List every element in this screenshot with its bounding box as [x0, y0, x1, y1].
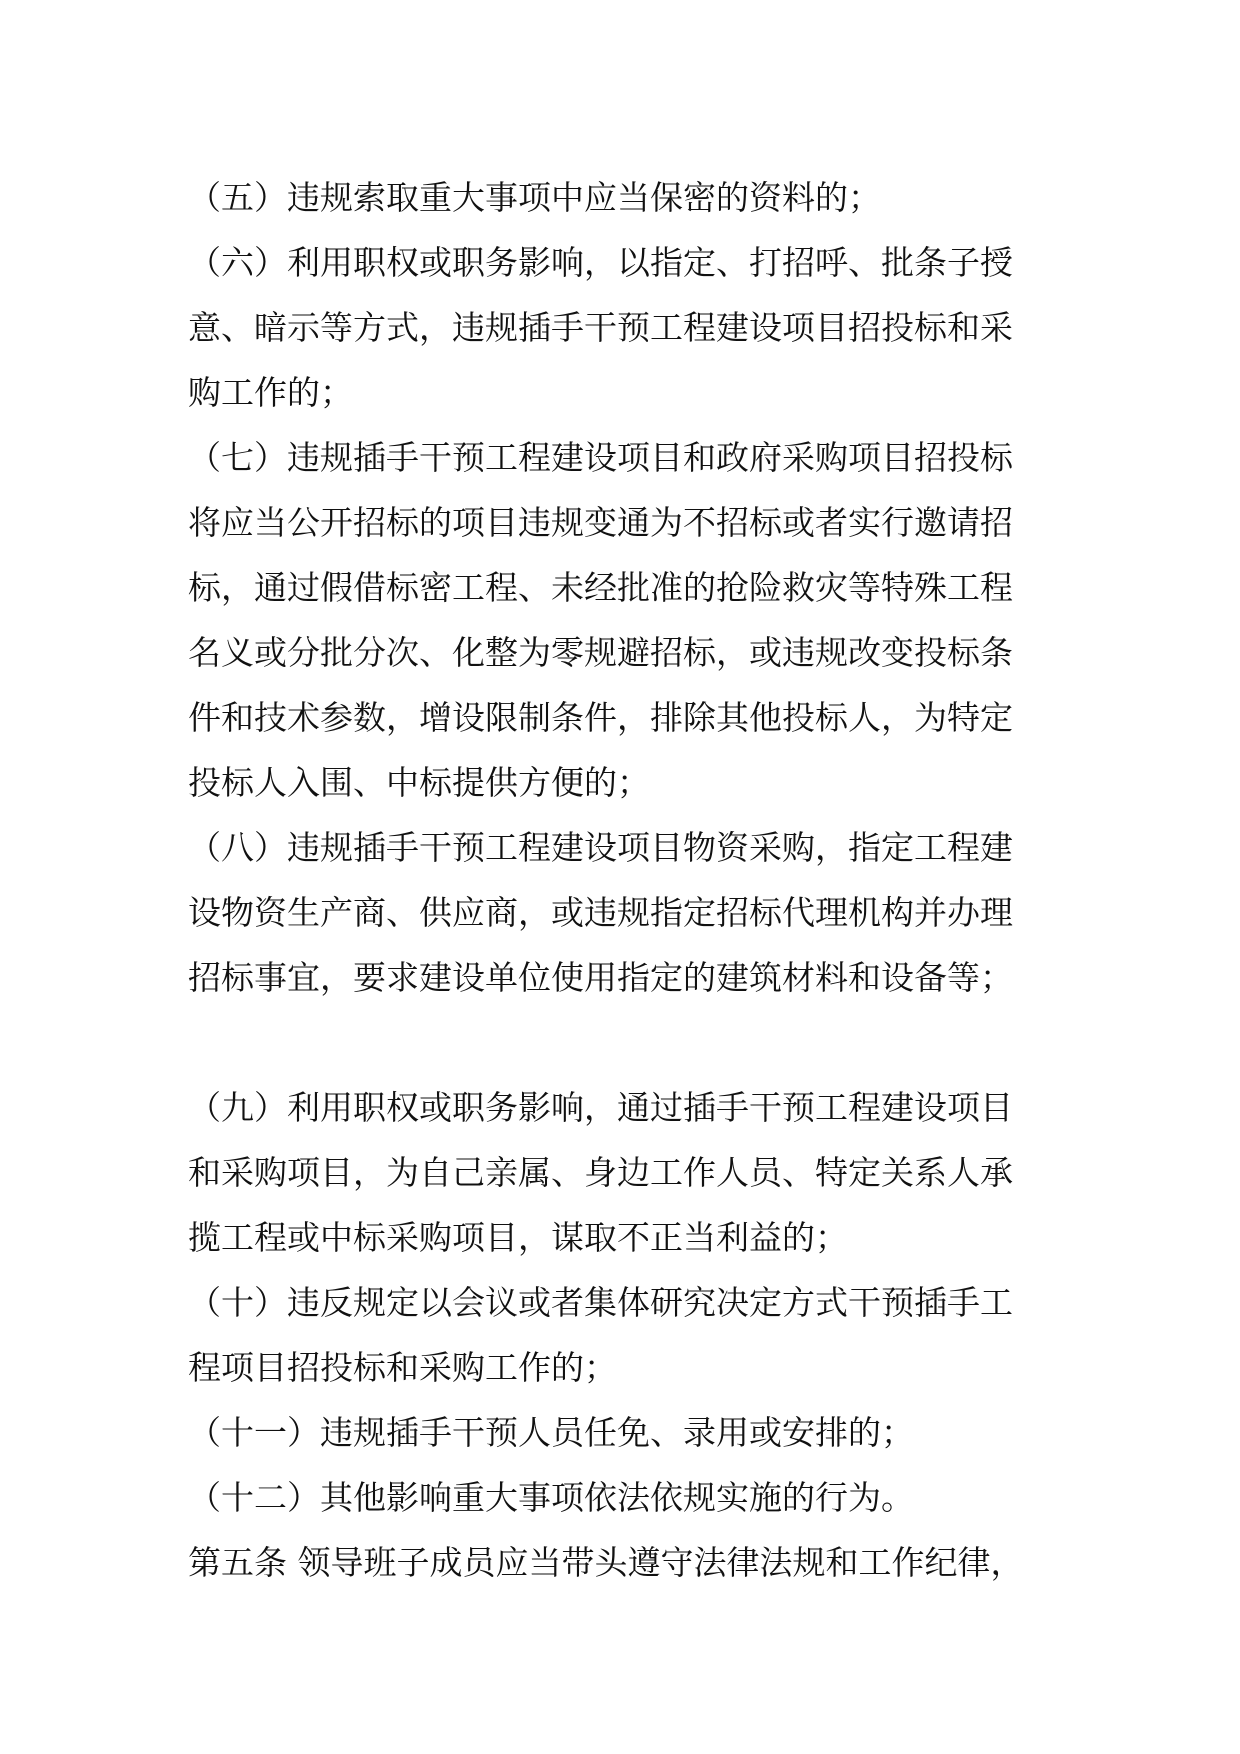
text-line: （五）违规索取重大事项中应当保密的资料的；	[188, 178, 881, 217]
text-line: 将应当公开招标的项目违规变通为不招标或者实行邀请招	[188, 503, 1013, 542]
paragraph-gap	[188, 1010, 1068, 1075]
text-line: （九）利用职权或职务影响，通过插手干预工程建设项目	[188, 1088, 1013, 1127]
text-line: 和采购项目，为自己亲属、身边工作人员、特定关系人承	[188, 1153, 1013, 1192]
text-line: （八）违规插手干预工程建设项目物资采购，指定工程建	[188, 828, 1013, 867]
text-line: 件和技术参数，增设限制条件，排除其他投标人，为特定	[188, 698, 1013, 737]
text-line: 程项目招投标和采购工作的；	[188, 1348, 617, 1387]
text-line: （十）违反规定以会议或者集体研究决定方式干预插手工	[188, 1283, 1013, 1322]
text-line: 名义或分批分次、化整为零规避招标，或违规改变投标条	[188, 633, 1013, 672]
document-body	[188, 165, 1068, 1595]
text-line: 设物资生产商、供应商，或违规指定招标代理机构并办理	[188, 893, 1013, 932]
text-line: 投标人入围、中标提供方便的；	[188, 763, 650, 802]
text-line: （六）利用职权或职务影响，以指定、打招呼、批条子授	[188, 243, 1013, 282]
text-line: （十一）违规插手干预人员任免、录用或安排的；	[188, 1413, 914, 1452]
text-line: 招标事宜，要求建设单位使用指定的建筑材料和设备等；	[188, 958, 1013, 997]
text-line: 标，通过假借标密工程、未经批准的抢险救灾等特殊工程	[188, 568, 1013, 607]
text-line: （十二）其他影响重大事项依法依规实施的行为。	[188, 1478, 914, 1517]
text-line: （七）违规插手干预工程建设项目和政府采购项目招投标	[188, 438, 1013, 477]
text-line: 意、暗示等方式，违规插手干预工程建设项目招投标和采	[188, 308, 1013, 347]
text-line: 揽工程或中标采购项目，谋取不正当利益的；	[188, 1218, 848, 1257]
text-line: 第五条 领导班子成员应当带头遵守法律法规和工作纪律，	[188, 1543, 1024, 1582]
text-line: 购工作的；	[188, 373, 353, 412]
